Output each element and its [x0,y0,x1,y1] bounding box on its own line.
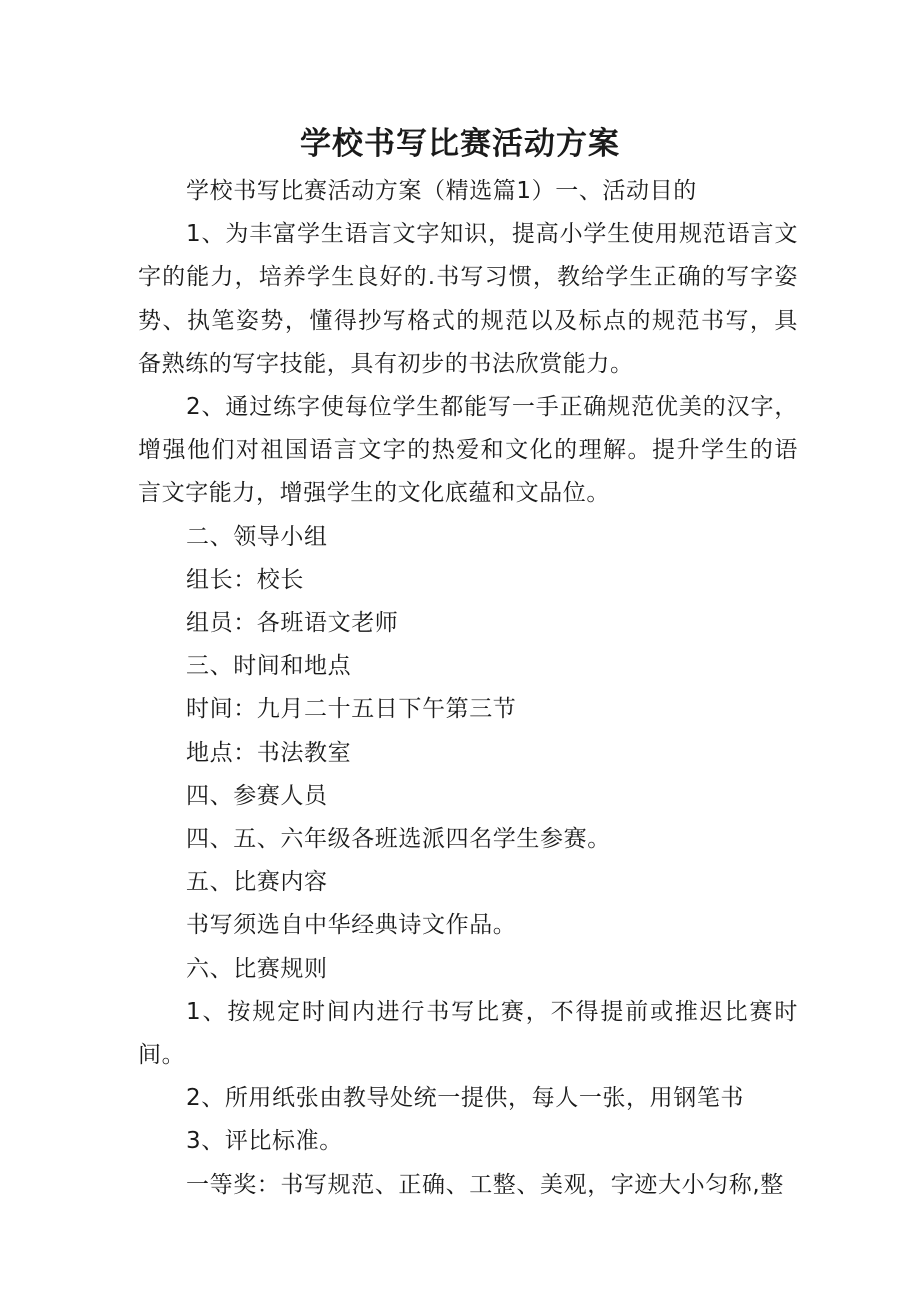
paragraph-rule-1: 1、按规定时间内进行书写比赛，不得提前或推迟比赛时间。 [138,998,798,1069]
paragraph-intro: 学校书写比赛活动方案（精选篇1）一、活动目的 [186,178,697,204]
paragraph-first-prize: 一等奖：书写规范、正确、工整、美观，字迹大小匀称,整 [186,1171,784,1198]
paragraph-leader: 组长：校长 [186,566,304,593]
paragraph-purpose-1: 1、为丰富学生语言文字知识，提高小学生使用规范语言文字的能力，培养学生良好的.书写习惯，教给学生正确的写字姿势、执笔姿势，懂得抄写格式的规范以及标点的规范书写，具备熟练的写字技能，具有初步的书法欣赏能力。 [138,221,798,377]
heading-participants: 四、参赛人员 [186,782,328,809]
heading-time-place: 三、时间和地点 [186,653,352,680]
document-title: 学校书写比赛活动方案 [300,126,620,162]
heading-rules: 六、比赛规则 [186,955,328,982]
heading-leadership: 二、领导小组 [186,523,328,550]
paragraph-rule-2: 2、所用纸张由教导处统一提供，每人一张，用钢笔书 [186,1085,745,1112]
paragraph-participants: 四、五、六年级各班选派四名学生参赛。 [186,826,611,853]
paragraph-place: 地点：书法教室 [186,739,352,766]
heading-content: 五、比赛内容 [186,869,328,896]
paragraph-members: 组员：各班语文老师 [186,610,399,637]
paragraph-purpose-2: 2、通过练字使每位学生都能写一手正确规范优美的汉字，增强他们对祖国语言文字的热爱和文化的理解。提升学生的语言文字能力，增强学生的文化底蕴和文品位。 [138,394,798,507]
document-body [138,170,798,1207]
paragraph-rule-3: 3、评比标准。 [186,1128,343,1155]
paragraph-content: 书写须选自中华经典诗文作品。 [186,912,517,939]
paragraph-time: 时间：九月二十五日下午第三节 [186,696,517,723]
